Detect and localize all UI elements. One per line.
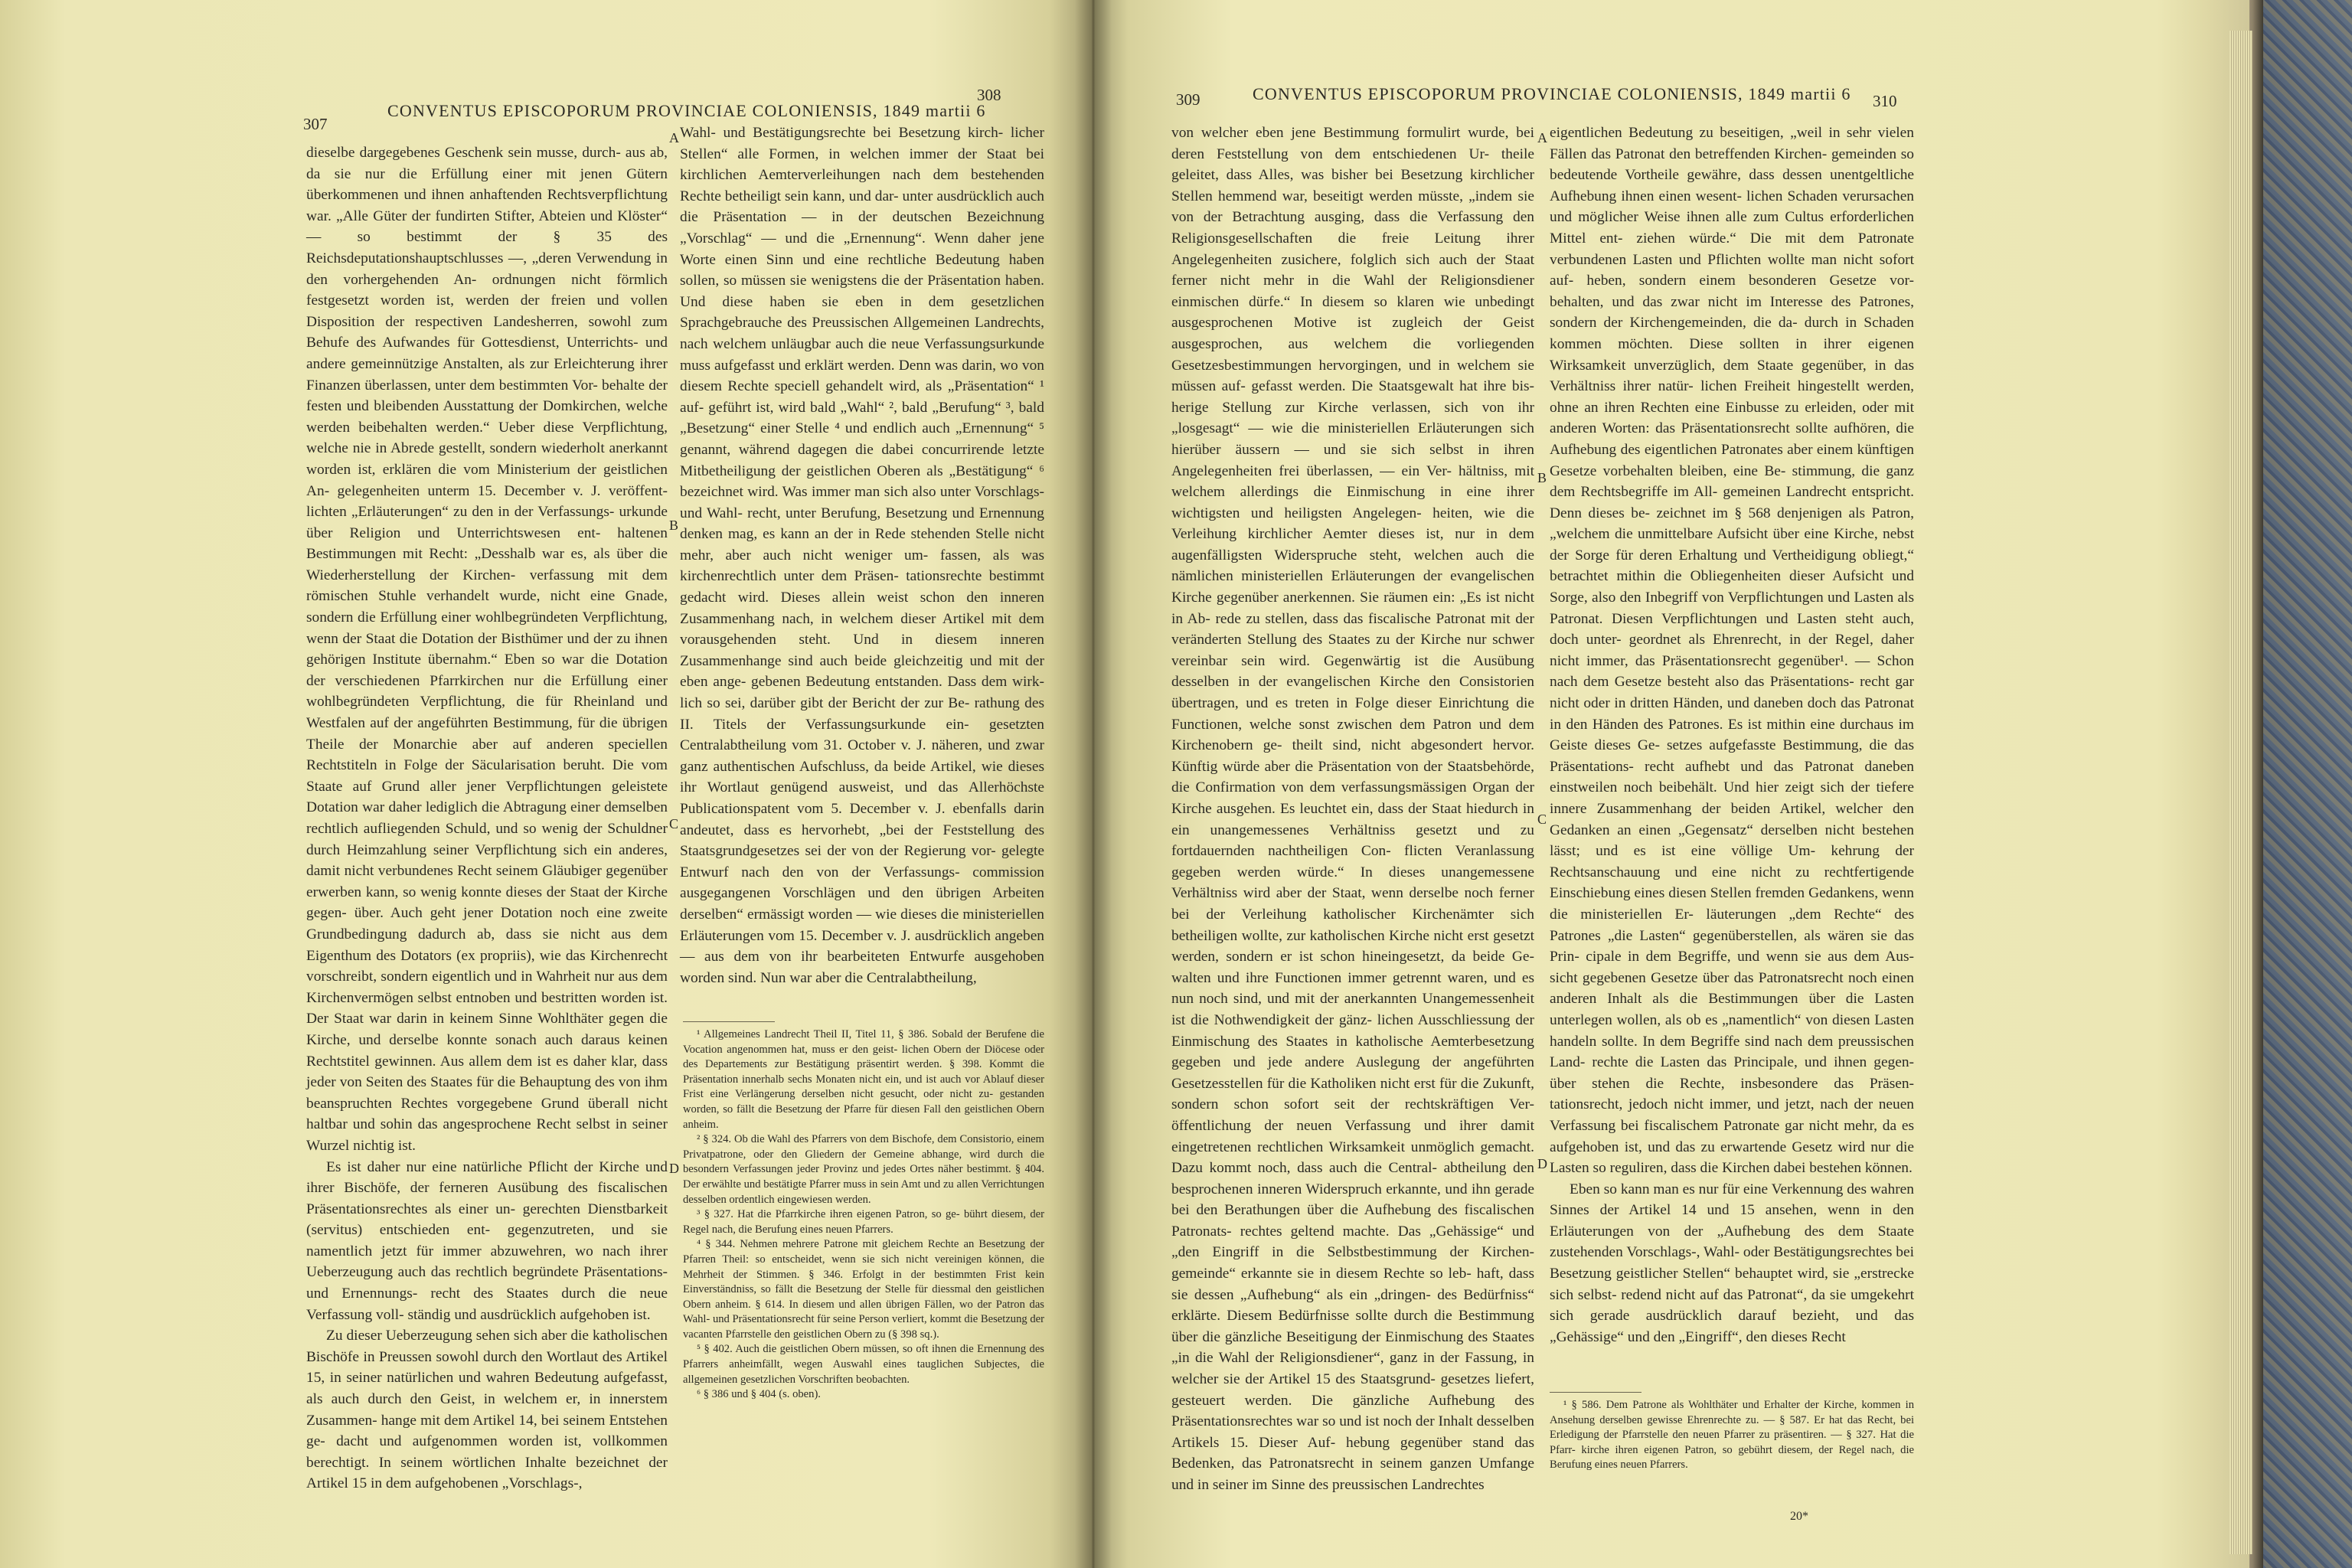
page-number-307: 307 bbox=[303, 115, 328, 133]
paragraph: Zu dieser Ueberzeugung sehen sich aber die katholischen Bischöfe in Preussen sowohl durch den Wortlaut des Artikel 15, in seiner natürlichen und wahren Bedeutung aufgefasst, als auch durch den Geist, in welchem er, in innerstem Zusammen- hange mit dem Artikel 14, bei seinem Entstehen ge- dacht und aufgenommen worden ist, vollkommen berechtigt. In seinem wörtlichen Inhalte bezeichnet der Artikel 15 in dem aufgehobenen „Vorschlags-, bbox=[306, 1328, 668, 1492]
signature-mark: 20* bbox=[1790, 1510, 1808, 1523]
margin-letter-c: C bbox=[669, 816, 679, 831]
right-running-title: CONVENTUS EPISCOPORUM PROVINCIAE COLONIENSIS, 1849 martii 6 bbox=[1253, 84, 1851, 103]
right-column-1 bbox=[1171, 122, 1534, 1496]
margin-letter-d: D bbox=[1537, 1156, 1547, 1171]
margin-letter-d: D bbox=[669, 1161, 679, 1176]
paragraph: Eben so kann man es nur für eine Verkennung des wahren Sinnes der Artikel 14 und 15 ansehen, wenn in den Erläuterungen von der „Aufhebung des dem Staate zustehenden Vorschlags-, Wahl- oder Bestätigungsrechtes bei Besetzung geistlicher Stellen“ behauptet wird, sie „erstrecke sich selbst- redend nicht auf das Patronat“, da sie umgekehrt sich gerade ausdrücklich darauf bezieht, und das „Gehässige“ und den „Eingriff“, den dieses Recht bbox=[1550, 1181, 1914, 1345]
left-footnotes bbox=[683, 1027, 1044, 1403]
book-gutter bbox=[1075, 0, 1112, 1568]
margin-letter-b: B bbox=[669, 518, 679, 533]
footnote: ¹ Allgemeines Landrecht Theil II, Titel 11, § 386. Sobald der Berufene die Vocation angenommen hat, muss er den geist- lichen Obern der Diöcese oder des Departements zur Bestätigung präsentirt werden. § 398. Kommt die Präsentation innerhalb sechs Monaten nicht ein, und ist auch vor Ablauf dieser Frist eine Verlängerung derselben nicht gesucht, oder nicht zu- gestanden worden, so fällt die Besetzung der Pfarre für diesen Fall den geistlichen Obern anheim. bbox=[683, 1028, 1044, 1131]
left-running-head bbox=[303, 83, 1008, 133]
right-running-head bbox=[1176, 83, 1903, 110]
right-footnotes bbox=[1550, 1398, 1914, 1473]
page-number-310: 310 bbox=[1873, 92, 1897, 110]
paragraph: Es ist daher nur eine natürliche Pflicht der Kirche und ihrer Bischöfe, der ferneren Ausübung des fiscalischen Präsentationsrechtes als einer un- gerechten Dienstbarkeit (servitus) entschieden ent- gegenzutreten, und sie namentlich jetzt für immer abzuwehren, wo nach ihrer Ueberzeugung auch das rechtlich begründete Präsentations- und Ernennungs- recht des Staates durch die neue Verfassung voll- ständig und ausdrücklich aufgehoben ist. bbox=[306, 1158, 668, 1323]
page-number-308: 308 bbox=[977, 86, 1001, 104]
footnote: ⁶ § 386 und § 404 (s. oben). bbox=[697, 1388, 821, 1401]
left-running-title: CONVENTUS EPISCOPORUM PROVINCIAE COLONIENSIS, 1849 martii 6 bbox=[387, 101, 986, 120]
footnote: ² § 324. Ob die Wahl des Pfarrers von dem Bischofe, dem Consistorio, einem Privatpatrone, oder den Gliedern der Gemeine abhange, wird durch die besondern Verfassungen jeder Provinz und jedes Ortes näher bestimmt. § 404. Der erwählte und bestätigte Pfarrer muss in sein Amt und zu allen Verrichtungen desselben ordentlich eingewiesen werden. bbox=[683, 1133, 1044, 1206]
footnote: ³ § 327. Hat die Pfarrkirche ihren eigenen Patron, so ge- bührt diesem, der Regel nach, die Berufung eines neuen Pfarrers. bbox=[683, 1208, 1044, 1236]
footnote: ⁴ § 344. Nehmen mehrere Patrone mit gleichem Rechte an Besetzung der Pfarren Theil: so entscheidet, wenn sie sich nicht vereinigen können, die Mehrheit der Stimmen. § 346. Erfolgt in der bestimmten Frist kein Einverständniss, so fällt die Besetzung der Stelle für diessmal den geistlichen Obern anheim. § 614. In diesem und allen übrigen Fällen, wo der Patron das Wahl- und Präsentationsrecht für seine Person verliert, kommt die Besetzung der vacanten Pfarrstelle den geistlichen Obern zu (§ 398 sq.). bbox=[683, 1238, 1044, 1341]
footnote-rule bbox=[683, 1021, 775, 1022]
footnote: ¹ § 586. Dem Patrone als Wohlthäter und Erhalter der Kirche, kommen in Ansehung derselben gewisse Ehrenrechte zu. — § 587. Er hat das Recht, bei Erledigung der Pfarrstelle den neuen Pfarrer zu präsentiren. — § 327. Hat die Pfarr- kirche ihren eigenen Patron, so gebührt diesem, der Regel nach, die Berufung eines neuen Pfarrers. bbox=[1550, 1399, 1914, 1472]
margin-letter-c: C bbox=[1537, 812, 1547, 827]
paragraph: dieselbe dargegebenes Geschenk sein musse, durch- aus ab, da sie nur die Erfüllung einer mit jenen Gütern überkommenen und ihnen anhaftenden Rechtsverpflichtung war. „Alle Güter der fundirten Stifter, Abteien und Klöster“ — so bestimmt der § 35 des Reichsdeputationshauptschlusses —, „deren Verwendung in den vorhergehenden An- ordnungen nicht förmlich festgesetzt worden ist, werden der freien und vollen Disposition der respectiven Landesherren, sowohl zum Behufe des Aufwandes für Gottesdienst, Unterrichts- und andere gemeinnützige Anstalten, als zur Erleichterung ihrer Finanzen überlassen, unter dem bestimmten Vor- behalte der festen und bleibenden Ausstattung der Domkirchen, welche werden beibehalten werden.“ Ueber diese Verpflichtung, welche nie in Abrede gestellt, sondern wiederholt anerkannt worden ist, erklären die vom Ministerium der geistlichen An- gelegenheiten unterm 15. December v. J. veröffent- lichten „Erläuterungen“ zu den in der Verfassungs- urkunde über Religion und Unterrichtswesen ent- haltenen Bestimmungen mit Recht: „Desshalb war es, als über die Wiederherstellung der Kirchen- verfassung mit dem römischen Stuhle verhandelt wurde, nicht eine Gnade, sondern die Erfüllung einer wohlbegründeten Verpflichtung, wenn der Staat die Dotation der Bisthümer und der zu ihnen gehörigen Institute übernahm.“ Eben so war die Dotation der verschiedenen Pfarrkirchen nur die Erfüllung einer wohlbegründeten Verpflichtung, die für Rheinland und Westfalen auf der angeführten Bestimmung, für die übrigen Theile der Monarchie aber auf anderen speciellen Rechtstiteln in Folge der Säcularisation beruht. Die vom Staate auf Grund aller jener Verpflichtungen geleistete Dotation war daher lediglich die Abtragung einer demselben rechtlich aufliegenden Schuld, und so wenig der Schuldner durch Heimzahlung seiner Verpflichtung sich ein anderes, damit nicht verbundenes Recht seinem Gläubiger gegenüber erwerben kann, so wenig konnte dieses der Staat der Kirche gegen- über. Auch geht jener Dotation noch eine zweite Grundbedingung dadurch ab, dass sie nicht aus dem Eigenthum des Dotators (ex propriis), wie das Kirchenrecht vorschreibt, sondern eigentlich und in Wahrheit nur aus dem Kirchenvermögen selbst entnoben und bestritten worden ist. Der Staat war darin in keinem Sinne Wohlthäter gegen die Kirche, und derselbe konnte sonach auch daraus keinen Rechtstitel gewinnen. Aus allem dem ist es daher klar, dass jeder von Seiten des Staates für die Behauptung des von ihm beanspruchten Rechtes vorgegebene Grund überall nicht haltbar und sohin das angesprochene Recht selbst in seiner Wurzel nichtig ist. bbox=[306, 145, 668, 1154]
footnote: ⁵ § 402. Auch die geistlichen Obern müssen, so oft ihnen die Ernennung des Pfarrers anheimfällt, wegen Auswahl eines tauglichen Subjectes, die allgemeinen gesetzlichen Vorschriften beobachten. bbox=[683, 1343, 1044, 1386]
margin-letter-a: A bbox=[1537, 130, 1547, 145]
paragraph: eigentlichen Bedeutung zu beseitigen, „weil in sehr vielen Fällen das Patronat den betreffenden Kirchen- gemeinden so bedeutende Vortheile gewähre, dass dessen unentgeltliche Aufhebung ihnen einen wesent- lichen Schaden verursachen und möglicher Weise ihnen alle zum Cultus erforderlichen Mittel ent- ziehen würde.“ Die mit dem Patronate verbundenen Lasten und Pflichten wollte man nicht sofort auf- heben, sondern einem besonderen Gesetze vor- behalten, und das zwar nicht im Interesse des Patrones, sondern der Kirchengemeinden, die da- durch in Schaden kommen möchten. Diese sollten in ihrer eigenen Wirksamkeit unverzüglich, dem Staate gegenüber, in das Verhältniss ihrer natür- lichen Freiheit hingestellt werden, ohne an ihren Rechten eine Einbusse zu erleiden, oder mit anderen Worten: das Präsentationsrecht sollte aufhören, die Aufhebung des eigentlichen Patronates aber einem künftigen Gesetze vorbehalten bleiben, eine Be- stimmung, die ganz dem Rechtsbegriffe im All- gemeinen Landrecht entspricht. Denn dieses be- zeichnet im § 568 denjenigen als Patron, „welchem die unmittelbare Aufsicht über eine Kirche, nebst der Sorge für deren Erhaltung und Vertheidigung obliegt,“ betrachtet mithin die Obliegenheiten dieser Aufsicht und Sorge, also den Inbegriff von Verpflichtungen und Lasten als Patronat. Diesen Verpflichtungen und Lasten steht auch, doch unter- geordnet als Ehrenrecht, in der Regel, daher nicht immer, das Präsentationsrecht gegenüber¹. — Schon nach dem Gesetze besteht also das Präsentations- recht gar nicht oder in dritten Händen, und daneben doch das Patronat in den Händen des Patrones. Es ist mithin eine durchaus im Geiste dieses Ge- setzes aufgefasste Bestimmung, die das Präsentations- recht aufhebt und das Patronat daneben einstweilen noch beibehält. Und hier zeigt sich der tiefere innere Zusammenhang der beiden Artikel, welcher den Gedanken an einen „Gegensatz“ derselben nicht bestehen lässt; und es ist eine völlige Um- kehrung der Rechtsanschauung und eine nicht zu rechtfertigende Einschiebung eines diesen Stellen fremden Gedankens, wenn die ministeriellen Er- läuterungen „dem Rechte“ des Patrones „die Lasten“ gegenüberstellen, als wären sie das Prin- cipale in dem Begriffe, und wenn sie aus dem Aus- sicht gegebenen Gesetze über das Patronatsrecht noch einen anderen Inhalt als die Bestimmungen über die Lasten unterlegen wollen, als ob es „namentlich“ von diesen Lasten handeln sollte. In dem Begriffe sind nach dem preussischen Land- rechte die Lasten das Principale, und ihnen gegen- über stehen die Rechte, insbesondere das Präsen- tationsrecht, jedoch nicht immer, und jetzt, nach der neuen Verfassung bei fiscalischem Patronate gar nicht mehr, da es aufgehoben ist, und das zu erwartende Gesetz wird nur die Lasten so reguliren, dass die Kirchen dabei bestehen können. bbox=[1550, 125, 1914, 1177]
margin-letter-b: B bbox=[1537, 470, 1547, 485]
page-number-309: 309 bbox=[1176, 90, 1200, 109]
page-stack-edge bbox=[2230, 31, 2252, 1554]
margin-letter-a: A bbox=[669, 130, 679, 145]
right-column-2 bbox=[1550, 122, 1914, 1348]
paragraph: Wahl- und Bestätigungsrechte bei Besetzung kirch- licher Stellen“ alle Formen, in welchen immer der Staat bei kirchlichen Aemterverleihungen nach dem bestehenden Rechte betheiligt sein kann, und dar- unter ausdrücklich auch die Präsentation — in der deutschen Bezeichnung „Vorschlag“ — und die „Ernennung“. Wenn daher jene Worte einen Sinn und eine rechtliche Bedeutung haben sollen, so müssen sie wenigstens die der Präsentation haben. Und diese haben sie eben in dem gesetzlichen Sprachgebrauche des Preussischen Allgemeinen Landrechts, nach welchem unläugbar auch die neue Verfassungsurkunde muss aufgefasst und erklärt werden. Denn was darin, wo von diesem Rechte speciell gehandelt wird, als „Präsentation“ ¹ auf- geführt ist, wird bald „Wahl“ ², bald „Berufung“ ³, bald „Besetzung“ einer Stelle ⁴ und endlich auch „Ernennung“ ⁵ genannt, während dagegen die dabei concurrirende letzte Mitbetheiligung der geistlichen Oberen als „Bestätigung“ ⁶ bezeichnet wird. Was immer man sich also unter Vorschlags- und Wahl- recht, unter Berufung, Besetzung und Ernennung denken mag, es kann an der in Rede stehenden Stelle nicht mehr, aber auch nicht weniger um- fassen, als was kirchenrechtlich unter dem Präsen- tationsrechte bestimmt gedacht wird. Dieses allein weist schon den inneren Zusammenhang nach, in welchem dieser Artikel mit dem vorausgehenden steht. Und in diesem inneren Zusammenhange sind auch beide gleichzeitig und mit der eben ange- gebenen Bedeutung entstanden. Dass dem wirk- lich so sei, darüber gibt der Bericht der zur Be- rathung des II. Titels der Verfassungsurkunde ein- gesetzten Centralabtheilung vom 31. October v. J. näheren, und zwar ganz authentischen Aufschluss, da beide Artikel, wie dieses ihr Wortlaut genügend ausweist, und das Allerhöchste Publicationspatent vom 5. December v. J. ebenfalls darin andeutet, dass es hervorhebt, „bei der Feststellung des Staatsgrundgesetzes sei der von der Regierung vor- gelegte Entwurf nach den von der Verfassungs- commission ausgegangenen Vorschlägen und den übrigen Arbeiten derselben“ ermässigt worden — wie dieses die ministeriellen Erläuterungen vom 15. December v. J. ausdrücklich angeben — aus dem von ihr bearbeiteten Entwurfe ausgehoben worden sind. Nun war aber die Centralabtheilung, bbox=[680, 125, 1044, 986]
footnote-rule bbox=[1550, 1392, 1642, 1393]
left-column-2 bbox=[680, 122, 1044, 988]
paragraph: von welcher eben jene Bestimmung formulirt wurde, bei deren Feststellung von dem entschiedenen Ur- theile geleitet, dass Alles, was bisher bei Besetzung kirchlicher Stellen hemmend war, beseitigt werden müsste, „indem sie von der Betrachtung ausging, dass die Verfassung den Religionsgesellschaften die freie Leitung ihrer Angelegenheiten zusichere, folglich sich auch der Staat ferner nicht mehr in die Wahl der Religionsdiener einmischen dürfe.“ In diesem so klaren wie unbedingt ausgesprochenen Motive ist zugleich der Geist ausgesprochen, aus welchem die vorliegenden Gesetzesbestimmungen hervorgingen, und in welchem sie müssen auf- gefasst werden. Die Staatsgewalt hat ihre bis- herige Stellung zur Kirche verlassen, sich von ihr „losgesagt“ — wie die ministeriellen Erläuterungen sich hierüber äussern — und sie sich selbst in ihren Angelegenheiten frei überlassen, — ein Ver- hältniss, mit welchem allerdings die Einmischung in eine ihrer wichtigsten und heiligsten Angelegen- heiten, wie die Verleihung kirchlicher Aemter dieses ist, nur in dem augenfälligsten Widerspruche steht, welchen auch die nämlichen ministeriellen Erläuterungen der evangelischen Kirche gegenüber anerkennen. Sie räumen ein: „Es ist nicht in Ab- rede zu stellen, dass das fiscalische Patronat mit der veränderten Stellung des Staates zu der Kirche nur schwer vereinbar sein wird. Gegenwärtig ist die Ausübung desselben in der evangelischen Kirche den Consistorien übertragen, und es treten in Folge dieser Einrichtung die Functionen, welche sonst zwischen dem Patron und dem Kirchenobern ge- theilt sind, nicht abgesondert hervor. Künftig würde aber die Präsentation von der Staatsbehörde, die Confirmation von dem verfassungsmässigen Organ der Kirche ausgehen. Es leuchtet ein, dass der Staat hiedurch in ein unangemessenes Verhältniss gesetzt und zu fortdauernden nachtheiligen Con- flicten Veranlassung gegeben werden würde.“ In dieses unangemessene Verhältniss wird aber der Staat, wenn derselbe noch ferner bei der Verleihung katholischer Kirchenämter sich betheiligen wollte, zur katholischen Kirche nicht erst gesetzt werden, sondern er ist schon hineingesetzt, da beide Ge- walten und ihre Functionen immer getrennt waren, und es nun noch sind, und mit der anerkannten Unangemessenheit ist die Nothwendigkeit der gänz- lichen Ausschliessung der Einmischung des Staates in katholische Aemterbesetzung gegeben und jede andere Auslegung der angeführten Gesetzesstellen für die Katholiken nicht erst für die Zukunft, sondern schon sofort seit der rechtskräftigen Ver- öffentlichung der neuen Verfassung und ihrer damit eingetretenen rechtlichen Wirksamkeit unmöglich gemacht. Dazu kommt noch, dass auch die Central- abtheilung den besprochenen inneren Widerspruch erkannte, und ihn gerade bei den Berathungen über die Aufhebung des fiscalischen Patronats- rechtes geltend machte. Das „Gehässige“ und „den Eingriff in die Selbstbestimmung der Kirchen- gemeinde“ erkannte sie in diesem Rechte so leb- haft, dass sie dessen „Aufhebung“ als ein „dringen- des Bedürfniss“ erklärte. Diesem Bedürfnisse sollte durch die Bestimmung über die gänzliche Beseitigung der Einmischung des Staates „in die Wahl der Religionsdiener“, ganz in der Fassung, in welcher sie der Artikel 15 des Staatsgrund- gesetzes liefert, gesteuert werden. Die gänzliche Aufhebung des Präsentationsrechtes war so und ist noch der Inhalt desselben Artikels 15. Dieser Auf- hebung gegenüber stand das Bedenken, das Patronatsrecht in seinem ganzen Umfange und in seiner im Sinne des preussischen Landrechtes bbox=[1171, 125, 1534, 1493]
left-column-1 bbox=[306, 142, 668, 1494]
table-cloth bbox=[2260, 0, 2352, 1568]
